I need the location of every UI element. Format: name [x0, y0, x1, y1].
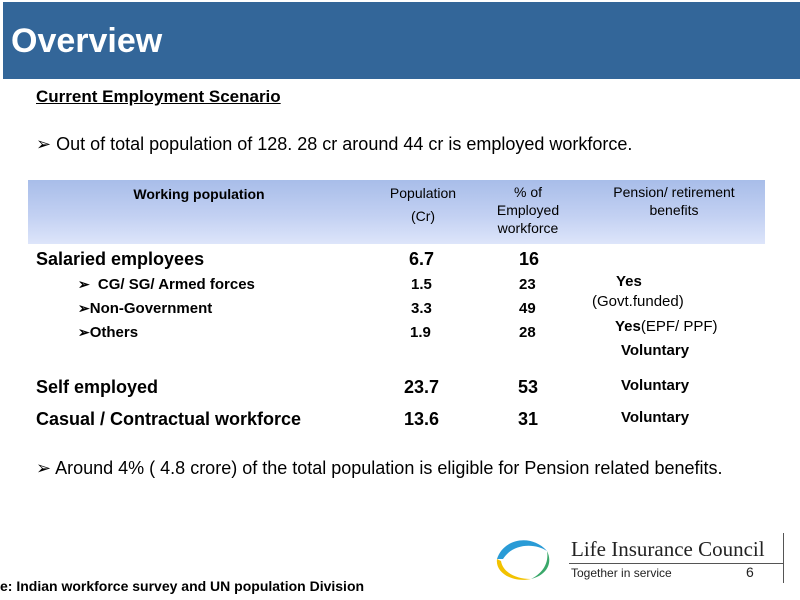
logo-tagline: Together in service	[571, 566, 672, 580]
title-bar	[3, 2, 800, 79]
pension-yes-epf-label: Yes	[615, 318, 641, 335]
header-pension: Pension/ retirement benefits	[613, 184, 735, 218]
page-number: 6	[746, 564, 754, 580]
row-casual-label: Casual / Contractual workforce	[36, 409, 302, 429]
subheading: Current Employment Scenario	[36, 87, 281, 106]
row-others-percent: 28	[519, 324, 536, 341]
header-population-unit: (Cr)	[410, 208, 436, 224]
pension-epf-ppf: (EPF/ PPF)	[640, 318, 718, 335]
row-self-employed-pension: Voluntary	[621, 377, 690, 394]
row-salaried-percent: 16	[519, 249, 540, 269]
bullet-pension-eligibility	[36, 456, 736, 481]
row-non-government-population: 3.3	[411, 300, 432, 317]
row-non-government-label: Non-Government	[89, 300, 213, 317]
row-cg-percent: 23	[519, 276, 536, 293]
header-percent-employed: % of Employed workforce	[496, 184, 560, 236]
header-working-population: Working population	[133, 186, 265, 202]
row-casual-population: 13.6	[404, 409, 440, 429]
row-salaried-label: Salaried employees	[36, 249, 205, 269]
bullet-text: Out of total population of 128. 28 cr around 44 cr is employed workforce.	[56, 134, 633, 154]
pension-yes-epf	[615, 318, 718, 335]
row-self-employed-label: Self employed	[36, 377, 159, 397]
row-cg	[78, 276, 255, 293]
row-cg-population: 1.5	[411, 276, 432, 293]
row-salaried-population: 6.7	[409, 249, 435, 269]
bullet-employed-workforce	[36, 132, 632, 157]
row-others	[78, 324, 138, 341]
pension-voluntary-others: Voluntary	[621, 342, 690, 359]
pension-yes-govt: Yes	[616, 273, 642, 290]
table-header	[28, 180, 765, 244]
header-population-label: Population	[389, 185, 457, 201]
bullet-arrow-icon: ➢	[36, 458, 52, 478]
slide-title: Overview	[11, 22, 163, 60]
row-others-population: 1.9	[410, 324, 431, 341]
row-self-employed-percent: 53	[518, 377, 539, 397]
row-casual-pension: Voluntary	[621, 409, 690, 426]
header-population	[373, 184, 473, 225]
row-others-label: Others	[89, 324, 139, 341]
row-self-employed-population: 23.7	[404, 377, 440, 397]
council-emblem-icon	[491, 529, 553, 584]
row-casual-percent: 31	[518, 409, 539, 429]
row-cg-label: CG/ SG/ Armed forces	[97, 276, 255, 293]
source-note: e: Indian workforce survey and UN population Division	[0, 578, 365, 594]
bullet-arrow-icon: ➢	[36, 134, 52, 154]
row-non-government-percent: 49	[519, 300, 536, 317]
row-non-government	[78, 300, 212, 317]
bullet-text: Around 4% ( 4.8 crore) of the total population is eligible for Pension related benefits.	[55, 458, 723, 478]
bullet-arrow-icon: ➢	[78, 276, 90, 292]
logo-name: Life Insurance Council	[571, 537, 765, 561]
logo-vertical-divider	[783, 533, 784, 583]
bullet-arrow-icon: ➢	[78, 324, 90, 340]
bullet-arrow-icon: ➢	[78, 300, 90, 316]
life-insurance-council-logo	[491, 529, 786, 584]
pension-govt-funded: (Govt.funded)	[592, 293, 684, 310]
